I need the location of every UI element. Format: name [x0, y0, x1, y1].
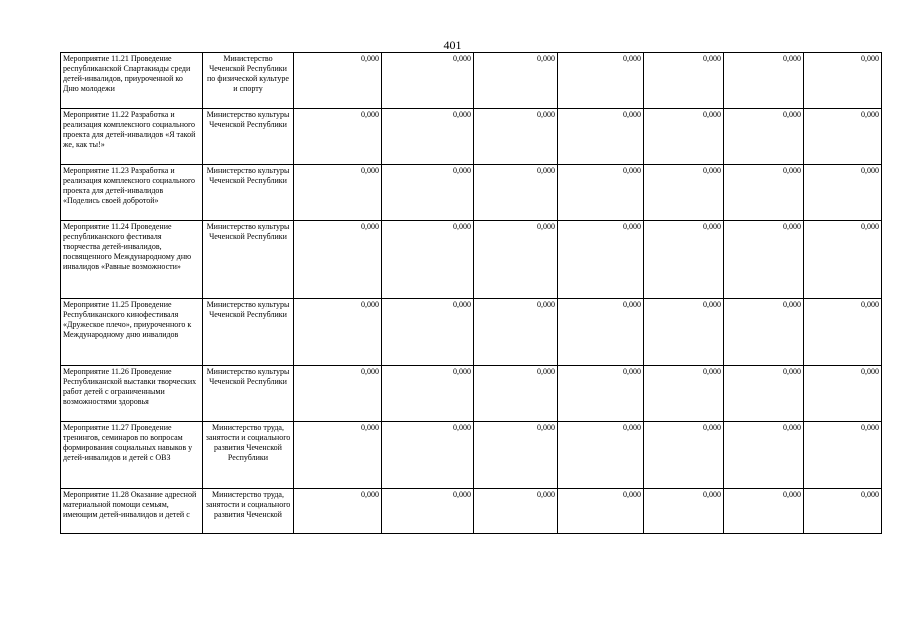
value-cell: 0,000 — [724, 53, 804, 109]
value-cell: 0,000 — [294, 221, 382, 299]
value-cell: 0,000 — [804, 53, 882, 109]
activity-description: Мероприятие 11.21 Проведение республиканской Спартакиады среди детей-инвалидов, приуроченной ко Дню молодежи — [61, 53, 203, 109]
value-cell: 0,000 — [558, 221, 644, 299]
value-cell: 0,000 — [724, 165, 804, 221]
activity-executor: Министерство труда, занятости и социального развития Чеченской Республики — [203, 422, 294, 489]
value-cell: 0,000 — [804, 422, 882, 489]
value-cell: 0,000 — [474, 366, 558, 422]
activity-executor: Министерство культуры Чеченской Республики — [203, 165, 294, 221]
table-row — [61, 53, 882, 109]
value-cell: 0,000 — [294, 489, 382, 534]
value-cell: 0,000 — [474, 109, 558, 165]
value-cell: 0,000 — [644, 299, 724, 366]
activity-executor: Министерство культуры Чеченской Республики — [203, 299, 294, 366]
value-cell: 0,000 — [804, 221, 882, 299]
value-cell: 0,000 — [558, 422, 644, 489]
value-cell: 0,000 — [724, 299, 804, 366]
value-cell: 0,000 — [558, 109, 644, 165]
value-cell: 0,000 — [724, 109, 804, 165]
value-cell: 0,000 — [558, 489, 644, 534]
activity-description: Мероприятие 11.22 Разработка и реализация комплексного социального проекта для детей-инвалидов «Я такой же, как ты!» — [61, 109, 203, 165]
value-cell: 0,000 — [382, 109, 474, 165]
activity-description: Мероприятие 11.24 Проведение республиканского фестиваля творчества детей-инвалидов, посвященного Международному дню инвалидов «Равные возможности» — [61, 221, 203, 299]
table-row — [61, 221, 882, 299]
value-cell: 0,000 — [474, 221, 558, 299]
value-cell: 0,000 — [804, 299, 882, 366]
table-row — [61, 299, 882, 366]
value-cell: 0,000 — [644, 366, 724, 422]
activity-description: Мероприятие 11.28 Оказание адресной материальной помощи семьям, имеющим детей-инвалидов и детей с — [61, 489, 203, 534]
program-activities-table — [60, 52, 882, 534]
value-cell: 0,000 — [474, 422, 558, 489]
activity-executor: Министерство труда, занятости и социального развития Чеченской — [203, 489, 294, 534]
value-cell: 0,000 — [804, 366, 882, 422]
value-cell: 0,000 — [382, 489, 474, 534]
value-cell: 0,000 — [294, 165, 382, 221]
value-cell: 0,000 — [382, 366, 474, 422]
value-cell: 0,000 — [294, 109, 382, 165]
value-cell: 0,000 — [294, 299, 382, 366]
value-cell: 0,000 — [558, 53, 644, 109]
value-cell: 0,000 — [644, 109, 724, 165]
table-row — [61, 489, 882, 534]
value-cell: 0,000 — [558, 366, 644, 422]
value-cell: 0,000 — [294, 366, 382, 422]
value-cell: 0,000 — [382, 53, 474, 109]
value-cell: 0,000 — [558, 165, 644, 221]
value-cell: 0,000 — [382, 165, 474, 221]
value-cell: 0,000 — [644, 221, 724, 299]
value-cell: 0,000 — [804, 489, 882, 534]
page-number: 401 — [443, 38, 462, 52]
activity-description: Мероприятие 11.23 Разработка и реализация комплексного социального проекта для детей-инвалидов «Поделись своей добротой» — [61, 165, 203, 221]
table-row — [61, 109, 882, 165]
value-cell: 0,000 — [382, 422, 474, 489]
value-cell: 0,000 — [644, 422, 724, 489]
activity-executor: Министерство культуры Чеченской Республики — [203, 109, 294, 165]
value-cell: 0,000 — [294, 53, 382, 109]
value-cell: 0,000 — [804, 109, 882, 165]
activity-description: Мероприятие 11.27 Проведение тренингов, семинаров по вопросам формирования социальных навыков у детей-инвалидов и детей с ОВЗ — [61, 422, 203, 489]
value-cell: 0,000 — [474, 165, 558, 221]
table-row — [61, 165, 882, 221]
value-cell: 0,000 — [474, 299, 558, 366]
table-row — [61, 422, 882, 489]
value-cell: 0,000 — [724, 366, 804, 422]
value-cell: 0,000 — [558, 299, 644, 366]
value-cell: 0,000 — [644, 165, 724, 221]
value-cell: 0,000 — [474, 53, 558, 109]
value-cell: 0,000 — [294, 422, 382, 489]
activity-executor: Министерство культуры Чеченской Республики — [203, 366, 294, 422]
value-cell: 0,000 — [724, 489, 804, 534]
activity-description: Мероприятие 11.25 Проведение Республиканского кинофестиваля «Дружеское плечо», приуроченного к Международному дню инвалидов — [61, 299, 203, 366]
value-cell: 0,000 — [474, 489, 558, 534]
value-cell: 0,000 — [382, 299, 474, 366]
value-cell: 0,000 — [804, 165, 882, 221]
value-cell: 0,000 — [644, 53, 724, 109]
table-row — [61, 366, 882, 422]
value-cell: 0,000 — [644, 489, 724, 534]
activity-description: Мероприятие 11.26 Проведение Республиканской выставки творческих работ детей с ограниченными возможностями здоровья — [61, 366, 203, 422]
activity-executor: Министерство культуры Чеченской Республики — [203, 221, 294, 299]
value-cell: 0,000 — [724, 422, 804, 489]
activity-executor: Министерство Чеченской Республики по физической культуре и спорту — [203, 53, 294, 109]
value-cell: 0,000 — [382, 221, 474, 299]
value-cell: 0,000 — [724, 221, 804, 299]
